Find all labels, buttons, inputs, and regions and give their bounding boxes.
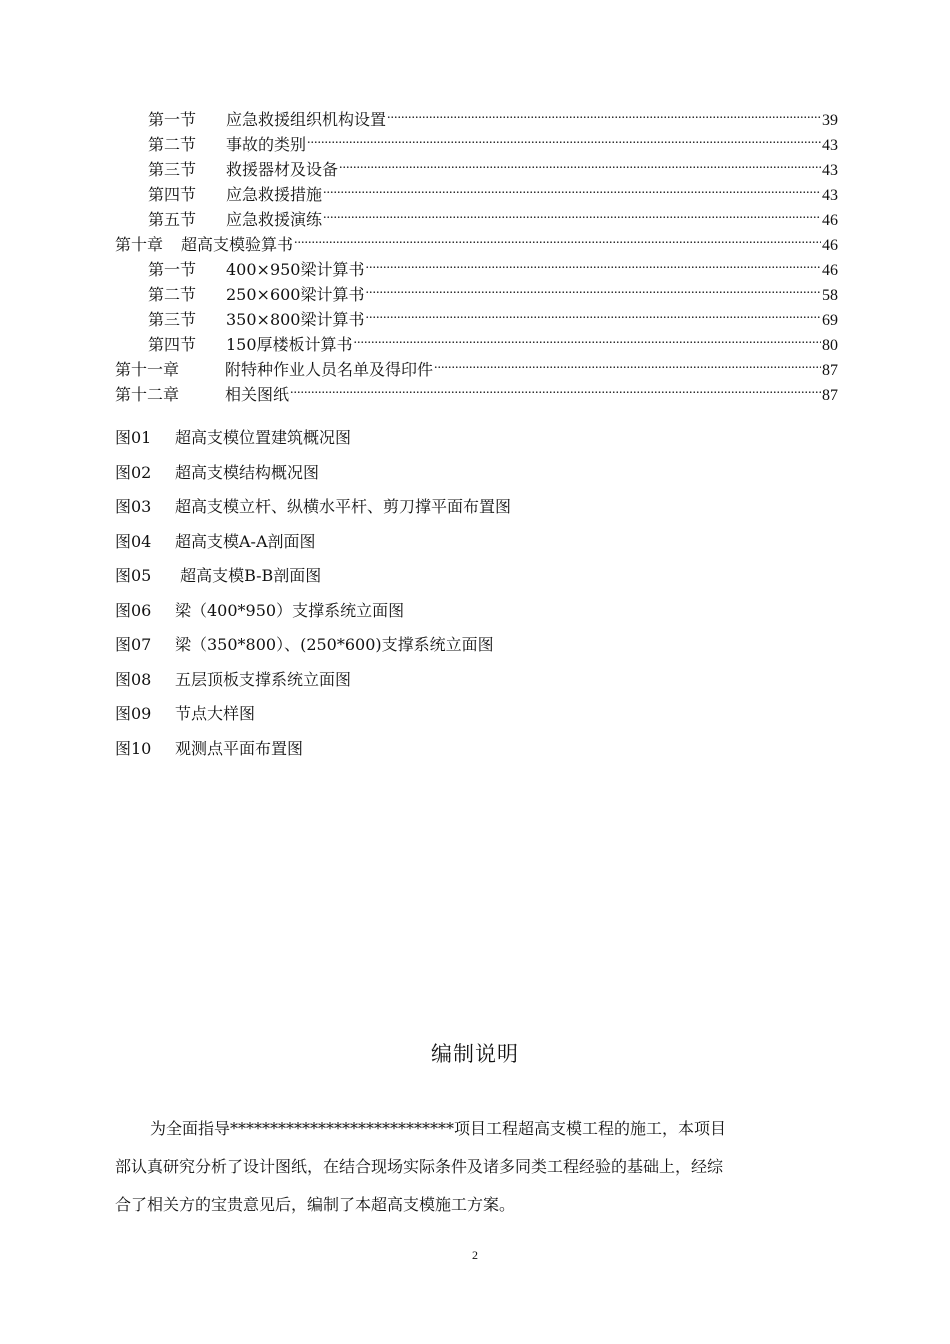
- toc-entry-title: 应急救援组织机构设置: [226, 110, 387, 129]
- toc-entry-page: 43: [822, 187, 838, 204]
- toc-leader-dots: [366, 250, 822, 275]
- figure-title: 超高支模立杆、纵横水平杆、剪刀撑平面布置图: [175, 497, 512, 516]
- figure-title: 节点大样图: [175, 704, 256, 723]
- figure-label: 图06: [115, 600, 152, 620]
- paragraph-line: 为全面指导****************************项目工程超高支模工程的施工，本项目: [150, 1119, 727, 1138]
- toc-entry-page: 46: [822, 212, 838, 229]
- toc-entry-number: 第二节: [148, 135, 197, 154]
- paragraph-line: 部认真研究分析了设计图纸，在结合现场实际条件及诸多同类工程经验的基础上，经综: [115, 1157, 724, 1176]
- toc-entry-title: 救援器材及设备: [226, 160, 339, 179]
- toc-entry-title: 事故的类别: [226, 135, 307, 154]
- table-of-contents: [115, 100, 838, 404]
- toc-entry-page: 87: [822, 362, 838, 379]
- toc-leader-dots: [323, 200, 821, 225]
- figure-item: [115, 735, 511, 770]
- toc-leader-dots: [366, 300, 822, 325]
- figure-title: 超高支模位置建筑概况图: [175, 428, 352, 447]
- toc-leader-dots: [434, 350, 821, 375]
- paragraph-line: 合了相关方的宝贵意见后，编制了本超高支模施工方案。: [115, 1195, 516, 1214]
- toc-leader-dots: [294, 225, 821, 250]
- figure-item: [115, 597, 511, 632]
- figure-item: [115, 424, 511, 459]
- figure-label: 图05: [115, 566, 152, 585]
- toc-entry-number: 第二节: [148, 285, 197, 304]
- toc-entry-title: 附特种作业人员名单及得印件: [225, 360, 434, 379]
- toc-entry-page: 43: [822, 137, 838, 154]
- toc-entry-page: 58: [822, 287, 838, 304]
- toc-leader-dots: [366, 275, 822, 300]
- figure-title: 观测点平面布置图: [175, 738, 304, 758]
- figure-title: 梁（350*800）、(250*600)支撑系统立面图: [175, 635, 494, 654]
- toc-entry-page: 87: [822, 387, 838, 404]
- toc-entry-number: 第五节: [148, 210, 197, 229]
- figure-title: 超高支模结构概况图: [175, 462, 320, 482]
- figure-list: [115, 424, 511, 769]
- toc-entry-title: 相关图纸: [225, 385, 290, 404]
- toc-entry-title: 应急救援演练: [226, 210, 323, 229]
- section-heading: 编制说明: [431, 1042, 519, 1066]
- toc-entry-number: 第十二章: [115, 385, 180, 404]
- figure-title: 五层顶板支撑系统立面图: [175, 669, 352, 689]
- toc-entry-number: 第一节: [148, 110, 197, 129]
- figure-item: [115, 493, 511, 528]
- figure-label: 图10: [115, 738, 152, 758]
- toc-entry-number: 第一节: [148, 260, 197, 279]
- toc-entry-number: 第十章: [115, 235, 164, 254]
- toc-leader-dots: [307, 125, 821, 150]
- toc-entry-number: 第三节: [148, 310, 197, 329]
- figure-label: 图07: [115, 635, 152, 654]
- toc-entry-title: 250×600梁计算书: [226, 285, 365, 304]
- figure-item: [115, 631, 511, 666]
- toc-entry-title: 超高支模验算书: [181, 235, 294, 254]
- toc-entry-title: 应急救援措施: [226, 185, 323, 204]
- figure-label: 图01: [115, 428, 152, 447]
- figure-label: 图08: [115, 669, 152, 689]
- figure-item: [115, 666, 511, 701]
- figure-item: [115, 700, 511, 735]
- toc-entry-page: 80: [822, 337, 838, 354]
- toc-entry-page: 46: [822, 237, 838, 254]
- figure-label: 图02: [115, 462, 152, 482]
- toc-entry-number: 第十一章: [115, 360, 180, 379]
- toc-leader-dots: [323, 175, 821, 200]
- figure-label: 图04: [115, 531, 152, 551]
- toc-entry-title: 150厚楼板计算书: [226, 335, 353, 354]
- figure-item: [115, 562, 511, 597]
- toc-entry-page: 39: [822, 112, 838, 129]
- toc-entry-page: 46: [822, 262, 838, 279]
- figure-title: 超高支模A-A剖面图: [175, 531, 316, 551]
- page-number: 2: [472, 1248, 478, 1262]
- toc-leader-dots: [354, 325, 821, 350]
- figure-title: 梁（400*950）支撑系统立面图: [175, 600, 405, 620]
- toc-entry[interactable]: [115, 100, 838, 129]
- toc-entry-page: 69: [822, 312, 838, 329]
- figure-title: 超高支模B-B剖面图: [175, 566, 322, 585]
- toc-entry-number: 第四节: [148, 185, 197, 204]
- toc-entry-title: 400×950梁计算书: [226, 260, 365, 279]
- toc-entry-page: 43: [822, 162, 838, 179]
- figure-label: 图09: [115, 704, 152, 723]
- figure-item: [115, 459, 511, 494]
- figure-item: [115, 528, 511, 563]
- toc-leader-dots: [290, 375, 821, 400]
- toc-entry-title: 350×800梁计算书: [226, 310, 365, 329]
- body-paragraph: [115, 1110, 838, 1224]
- toc-leader-dots: [387, 100, 821, 125]
- toc-entry-number: 第四节: [148, 335, 197, 354]
- figure-label: 图03: [115, 497, 152, 516]
- toc-leader-dots: [339, 150, 821, 175]
- toc-entry-number: 第三节: [148, 160, 197, 179]
